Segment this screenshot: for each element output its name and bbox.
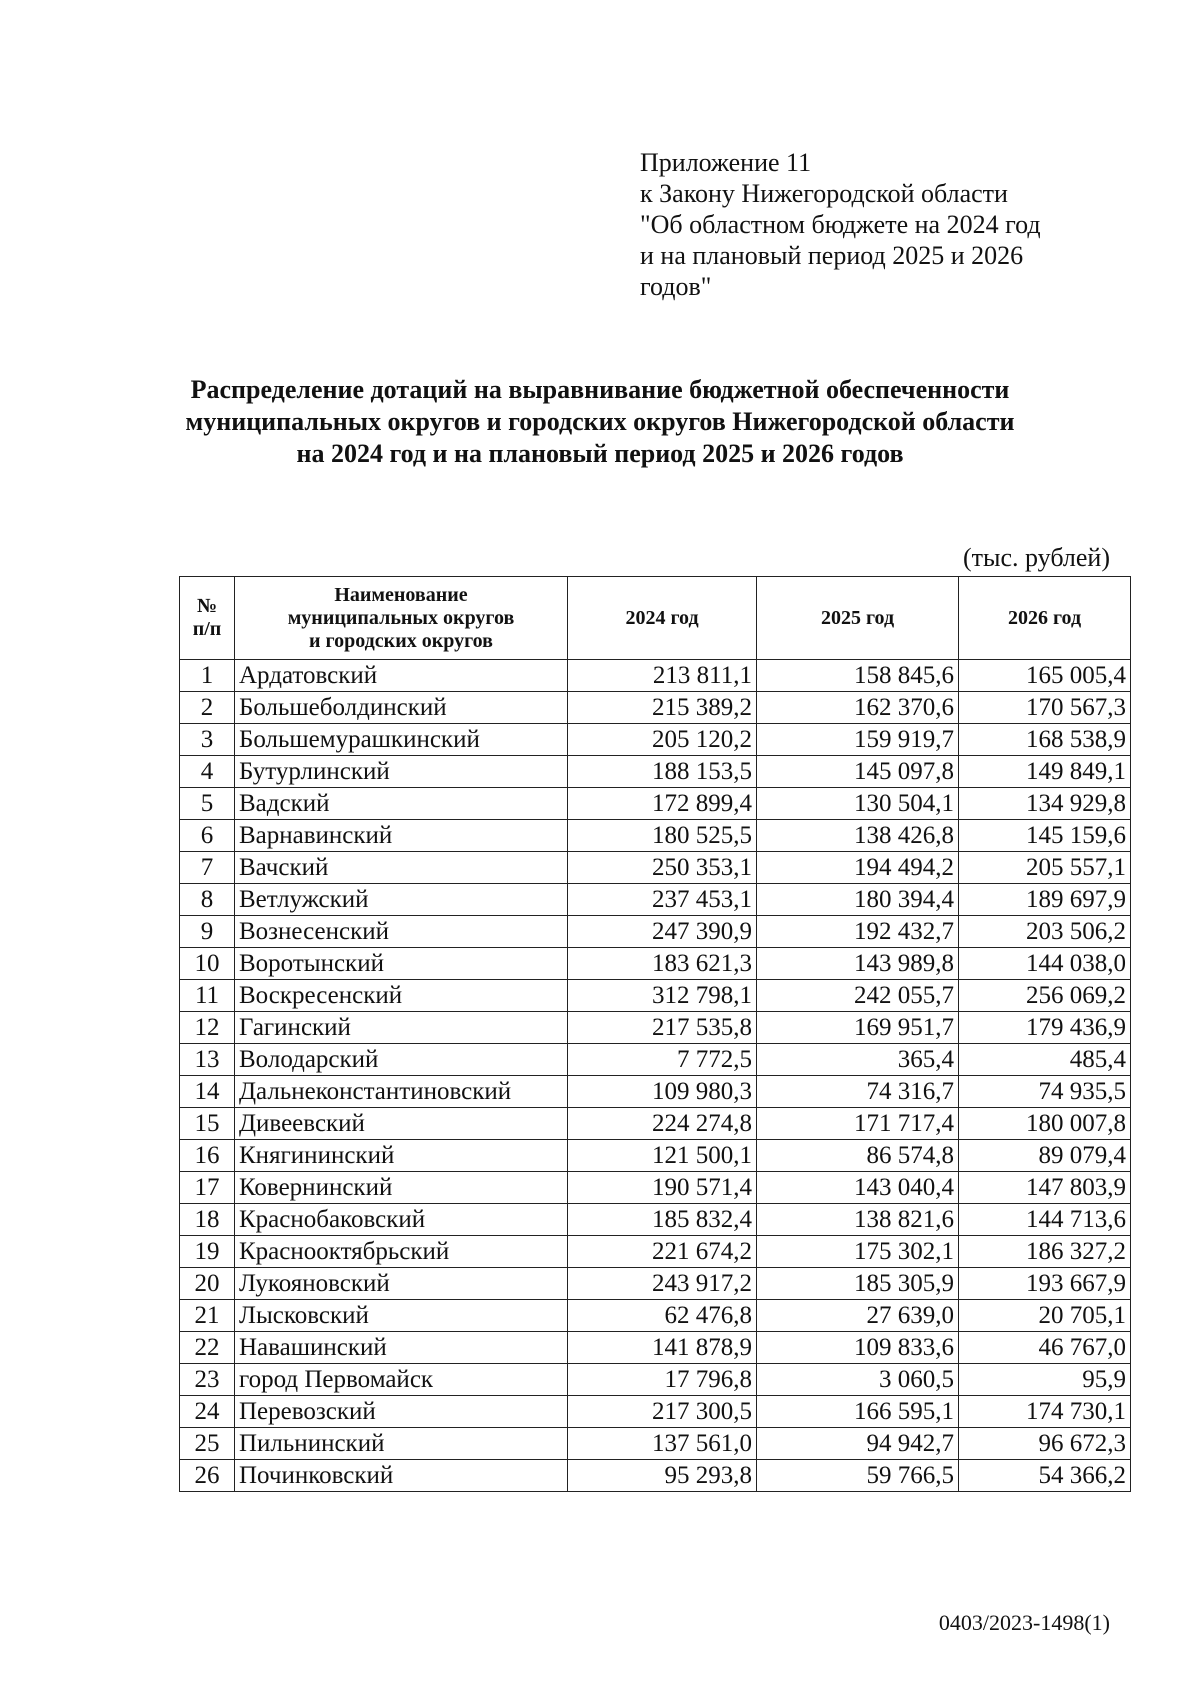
row-value-2024: 62 476,8 [568,1300,757,1332]
row-value-2026: 74 935,5 [959,1076,1131,1108]
row-name: Большемурашкинский [235,724,568,756]
row-value-2025: 74 316,7 [757,1076,959,1108]
table-row [180,1108,1131,1140]
row-name: Лысковский [235,1300,568,1332]
row-number: 17 [180,1172,235,1204]
row-value-2025: 242 055,7 [757,980,959,1012]
table-row [180,1268,1131,1300]
row-value-2026: 134 929,8 [959,788,1131,820]
row-name: Вознесенский [235,916,568,948]
table-row [180,660,1131,692]
row-name: Навашинский [235,1332,568,1364]
row-number: 6 [180,820,235,852]
table-body [180,660,1131,1492]
row-value-2024: 247 390,9 [568,916,757,948]
row-value-2025: 138 426,8 [757,820,959,852]
row-value-2024: 7 772,5 [568,1044,757,1076]
header-number: № п/п [180,577,235,660]
row-number: 11 [180,980,235,1012]
row-value-2024: 215 389,2 [568,692,757,724]
row-value-2026: 165 005,4 [959,660,1131,692]
row-name: Ардатовский [235,660,568,692]
row-value-2026: 96 672,3 [959,1428,1131,1460]
table-row [180,1460,1131,1492]
row-number: 26 [180,1460,235,1492]
row-value-2025: 138 821,6 [757,1204,959,1236]
row-value-2024: 221 674,2 [568,1236,757,1268]
row-value-2024: 243 917,2 [568,1268,757,1300]
row-number: 5 [180,788,235,820]
table-row [180,1140,1131,1172]
row-number: 24 [180,1396,235,1428]
row-name: Вадский [235,788,568,820]
row-value-2024: 312 798,1 [568,980,757,1012]
header-2026: 2026 год [959,577,1131,660]
row-name: Варнавинский [235,820,568,852]
row-value-2025: 59 766,5 [757,1460,959,1492]
appendix-block [640,147,1110,302]
row-value-2024: 121 500,1 [568,1140,757,1172]
row-value-2025: 27 639,0 [757,1300,959,1332]
row-name: Лукояновский [235,1268,568,1300]
table-row [180,1044,1131,1076]
row-value-2025: 185 305,9 [757,1268,959,1300]
row-number: 7 [180,852,235,884]
row-value-2026: 168 538,9 [959,724,1131,756]
row-value-2024: 190 571,4 [568,1172,757,1204]
table-row [180,1204,1131,1236]
row-name: Дальнеконстантиновский [235,1076,568,1108]
title-line: Распределение дотаций на выравнивание бюджетной обеспеченности [190,375,1010,404]
table-row [180,852,1131,884]
row-name: Починковский [235,1460,568,1492]
row-number: 10 [180,948,235,980]
table-row [180,1076,1131,1108]
row-number: 22 [180,1332,235,1364]
row-value-2025: 365,4 [757,1044,959,1076]
row-value-2026: 256 069,2 [959,980,1131,1012]
row-value-2026: 54 366,2 [959,1460,1131,1492]
row-number: 21 [180,1300,235,1332]
row-name: Дивеевский [235,1108,568,1140]
row-name: Княгининский [235,1140,568,1172]
row-number: 20 [180,1268,235,1300]
appendix-line: годов" [640,272,712,301]
row-value-2026: 95,9 [959,1364,1131,1396]
title-line: муниципальных округов и городских округов Нижегородской области [185,407,1015,436]
row-value-2024: 183 621,3 [568,948,757,980]
row-number: 14 [180,1076,235,1108]
header-2025: 2025 год [757,577,959,660]
row-number: 18 [180,1204,235,1236]
row-value-2026: 147 803,9 [959,1172,1131,1204]
row-value-2025: 145 097,8 [757,756,959,788]
row-name: Краснобаковский [235,1204,568,1236]
row-value-2025: 130 504,1 [757,788,959,820]
row-value-2024: 205 120,2 [568,724,757,756]
row-name: Бутурлинский [235,756,568,788]
row-value-2025: 143 989,8 [757,948,959,980]
row-value-2025: 109 833,6 [757,1332,959,1364]
row-value-2026: 46 767,0 [959,1332,1131,1364]
table-row [180,948,1131,980]
table-row [180,1364,1131,1396]
row-value-2026: 205 557,1 [959,852,1131,884]
row-value-2024: 188 153,5 [568,756,757,788]
title-line: на 2024 год и на плановый период 2025 и 2026 годов [296,439,904,468]
unit-label: (тыс. рублей) [962,543,1110,572]
table-row [180,1332,1131,1364]
row-value-2026: 144 713,6 [959,1204,1131,1236]
row-number: 1 [180,660,235,692]
appendix-line: Приложение 11 [640,148,812,177]
appendix-line: к Закону Нижегородской области [640,179,1008,208]
appendix-line: "Об областном бюджете на 2024 год [640,210,1041,239]
row-value-2025: 94 942,7 [757,1428,959,1460]
table-row [180,1172,1131,1204]
row-number: 19 [180,1236,235,1268]
row-value-2026: 145 159,6 [959,820,1131,852]
table-row [180,980,1131,1012]
row-value-2026: 485,4 [959,1044,1131,1076]
row-number: 4 [180,756,235,788]
row-number: 13 [180,1044,235,1076]
row-value-2024: 180 525,5 [568,820,757,852]
row-number: 8 [180,884,235,916]
row-value-2024: 95 293,8 [568,1460,757,1492]
row-number: 2 [180,692,235,724]
row-number: 16 [180,1140,235,1172]
row-name: Ковернинский [235,1172,568,1204]
row-number: 9 [180,916,235,948]
row-name: Пильнинский [235,1428,568,1460]
row-value-2025: 194 494,2 [757,852,959,884]
document-code: 0403/2023-1498(1) [938,1610,1110,1635]
table-row [180,788,1131,820]
table-row [180,692,1131,724]
row-value-2024: 217 300,5 [568,1396,757,1428]
table-row [180,884,1131,916]
appendix-line: и на плановый период 2025 и 2026 [640,241,1024,270]
row-value-2025: 159 919,7 [757,724,959,756]
row-value-2025: 171 717,4 [757,1108,959,1140]
row-value-2026: 149 849,1 [959,756,1131,788]
row-value-2025: 166 595,1 [757,1396,959,1428]
document-title [90,374,1110,470]
table-row [180,756,1131,788]
row-value-2025: 169 951,7 [757,1012,959,1044]
row-value-2026: 89 079,4 [959,1140,1131,1172]
row-value-2024: 141 878,9 [568,1332,757,1364]
subsidy-table [179,576,1131,1492]
table-row [180,1428,1131,1460]
row-value-2025: 192 432,7 [757,916,959,948]
row-name: Ветлужский [235,884,568,916]
row-name: Краснооктябрьский [235,1236,568,1268]
table-row [180,1396,1131,1428]
row-name: Вачский [235,852,568,884]
row-value-2026: 174 730,1 [959,1396,1131,1428]
row-value-2024: 213 811,1 [568,660,757,692]
row-name: Воротынский [235,948,568,980]
row-name: Воскресенский [235,980,568,1012]
row-number: 15 [180,1108,235,1140]
row-value-2024: 185 832,4 [568,1204,757,1236]
row-name: Большеболдинский [235,692,568,724]
row-number: 12 [180,1012,235,1044]
row-value-2024: 137 561,0 [568,1428,757,1460]
table-row [180,1012,1131,1044]
row-value-2025: 162 370,6 [757,692,959,724]
row-number: 3 [180,724,235,756]
row-value-2025: 143 040,4 [757,1172,959,1204]
row-value-2025: 175 302,1 [757,1236,959,1268]
row-value-2025: 158 845,6 [757,660,959,692]
table-row [180,916,1131,948]
table-header-row [180,577,1131,660]
table-row [180,1236,1131,1268]
table-row [180,820,1131,852]
row-value-2025: 180 394,4 [757,884,959,916]
row-value-2024: 109 980,3 [568,1076,757,1108]
row-value-2026: 144 038,0 [959,948,1131,980]
row-value-2024: 224 274,8 [568,1108,757,1140]
row-name: город Первомайск [235,1364,568,1396]
row-value-2026: 189 697,9 [959,884,1131,916]
row-value-2024: 172 899,4 [568,788,757,820]
row-number: 25 [180,1428,235,1460]
row-value-2026: 193 667,9 [959,1268,1131,1300]
table-row [180,1300,1131,1332]
row-value-2024: 17 796,8 [568,1364,757,1396]
row-value-2024: 237 453,1 [568,884,757,916]
row-value-2026: 20 705,1 [959,1300,1131,1332]
row-number: 23 [180,1364,235,1396]
row-value-2024: 250 353,1 [568,852,757,884]
row-value-2026: 186 327,2 [959,1236,1131,1268]
row-value-2024: 217 535,8 [568,1012,757,1044]
row-name: Володарский [235,1044,568,1076]
row-name: Гагинский [235,1012,568,1044]
header-2024: 2024 год [568,577,757,660]
row-value-2025: 3 060,5 [757,1364,959,1396]
row-value-2026: 179 436,9 [959,1012,1131,1044]
header-name: Наименование муниципальных округов и городских округов [235,577,568,660]
row-value-2026: 203 506,2 [959,916,1131,948]
row-name: Перевозский [235,1396,568,1428]
row-value-2025: 86 574,8 [757,1140,959,1172]
table-row [180,724,1131,756]
row-value-2026: 180 007,8 [959,1108,1131,1140]
row-value-2026: 170 567,3 [959,692,1131,724]
